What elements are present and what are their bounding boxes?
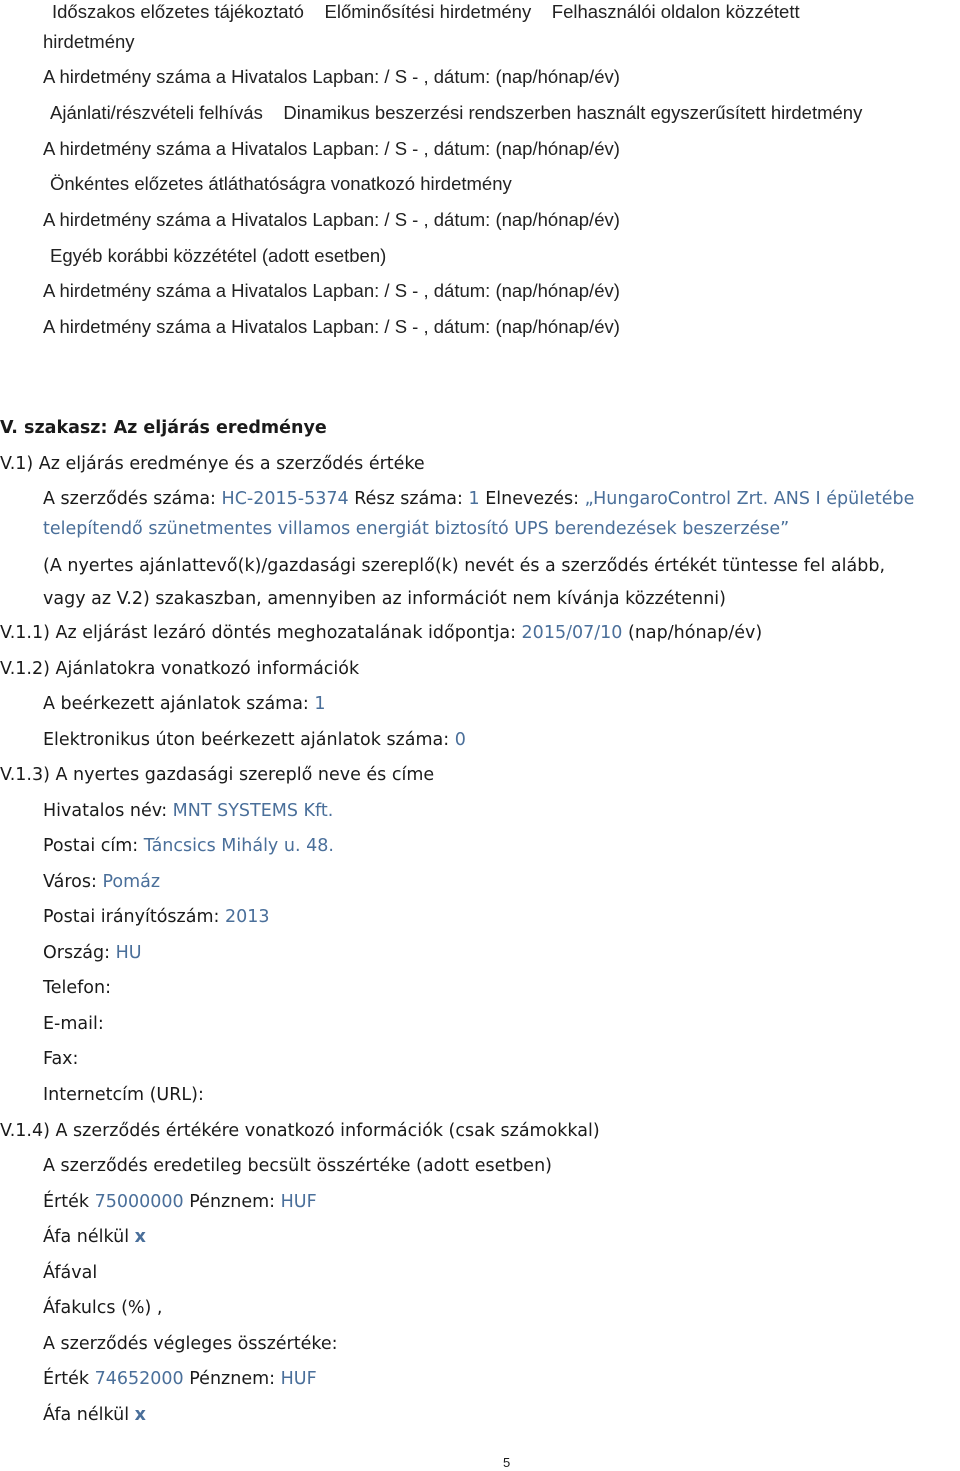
offers-row bbox=[43, 692, 326, 716]
section-title: V. szakasz: Az eljárás eredménye bbox=[0, 418, 327, 438]
decision-date-value: 2015/07/10 bbox=[521, 623, 623, 643]
title-value-cont: telepítendő szünetmentes villamos energiát biztosító UPS berendezések beszerzése” bbox=[43, 519, 790, 539]
final-value-row bbox=[43, 1367, 317, 1391]
notice-dps: Dinamikus beszerzési rendszerben használt egyszerűsített hirdetmény bbox=[283, 102, 863, 123]
offers-label: A beérkezett ajánlatok száma: bbox=[43, 694, 309, 714]
zip-row bbox=[43, 905, 270, 929]
vat-rate-label: Áfakulcs (%) , bbox=[43, 1298, 163, 1318]
estimated-value: 75000000 bbox=[94, 1192, 184, 1212]
vat-excluded-label: Áfa nélkül bbox=[43, 1405, 130, 1425]
postal-address-value: Táncsics Mihály u. 48. bbox=[143, 836, 334, 856]
subsection-v1: V.1) Az eljárás eredménye és a szerződés értéke bbox=[0, 454, 425, 474]
final-value: 74652000 bbox=[94, 1369, 184, 1389]
eoffers-value: 0 bbox=[454, 730, 466, 750]
vat-excluded-row bbox=[43, 1225, 146, 1249]
email-label: E-mail: bbox=[43, 1014, 104, 1034]
notice-other: Egyéb korábbi közzététel (adott esetben) bbox=[50, 245, 387, 266]
part-number-label: Rész száma: bbox=[354, 489, 463, 509]
official-name-row bbox=[43, 799, 333, 823]
vat-excluded-mark: x bbox=[134, 1227, 146, 1247]
estimated-value-row bbox=[43, 1190, 317, 1214]
zip-value: 2013 bbox=[224, 907, 270, 927]
city-row bbox=[43, 870, 160, 894]
vat-excluded-row-final bbox=[43, 1403, 146, 1427]
notice-type-row bbox=[52, 0, 800, 24]
notice-buyer-profile: Felhasználói oldalon közzétett bbox=[551, 1, 800, 22]
vat-excluded-label: Áfa nélkül bbox=[43, 1227, 130, 1247]
official-name-value: MNT SYSTEMS Kft. bbox=[172, 801, 334, 821]
reference-line: A hirdetmény száma a Hivatalos Lapban: / S - , dátum: (nap/hónap/év) bbox=[43, 280, 620, 301]
postal-address-row bbox=[43, 834, 334, 858]
url-label: Internetcím (URL): bbox=[43, 1085, 204, 1105]
note-line: (A nyertes ajánlattevő(k)/gazdasági szereplő(k) nevét és a szerződés értékét tüntesse fel alább, bbox=[43, 556, 886, 576]
currency-value: HUF bbox=[280, 1192, 317, 1212]
subsection-v13: V.1.3) A nyertes gazdasági szereplő neve és címe bbox=[0, 765, 435, 785]
reference-line: A hirdetmény száma a Hivatalos Lapban: / S - , dátum: (nap/hónap/év) bbox=[43, 316, 620, 337]
eoffers-label: Elektronikus úton beérkezett ajánlatok száma: bbox=[43, 730, 450, 750]
subsection-v14: V.1.4) A szerződés értékére vonatkozó információk (csak számokkal) bbox=[0, 1121, 600, 1141]
contract-row bbox=[43, 487, 914, 511]
zip-label: Postai irányítószám: bbox=[43, 907, 220, 927]
part-number-value: 1 bbox=[468, 489, 480, 509]
title-value: „HungaroControl Zrt. ANS I épületébe bbox=[584, 489, 915, 509]
fax-label: Fax: bbox=[43, 1049, 79, 1069]
currency-value: HUF bbox=[280, 1369, 317, 1389]
contract-number-value: HC-2015-5374 bbox=[221, 489, 349, 509]
decision-date-row bbox=[0, 621, 762, 645]
reference-line: A hirdetmény száma a Hivatalos Lapban: / S - , dátum: (nap/hónap/év) bbox=[43, 66, 620, 87]
notice-call: Ajánlati/részvételi felhívás bbox=[50, 102, 263, 123]
city-value: Pomáz bbox=[102, 872, 161, 892]
country-row bbox=[43, 941, 142, 965]
vat-excluded-mark: x bbox=[134, 1405, 146, 1425]
phone-label: Telefon: bbox=[43, 978, 111, 998]
value-label: Érték bbox=[43, 1369, 90, 1389]
offers-value: 1 bbox=[314, 694, 326, 714]
value-label: Érték bbox=[43, 1192, 90, 1212]
eoffers-row bbox=[43, 728, 466, 752]
subsection-v12: V.1.2) Ajánlatokra vonatkozó információk bbox=[0, 659, 360, 679]
decision-date-label: V.1.1) Az eljárást lezáró döntés meghozatalának időpontja: bbox=[0, 623, 516, 643]
reference-line: A hirdetmény száma a Hivatalos Lapban: / S - , dátum: (nap/hónap/év) bbox=[43, 209, 620, 230]
notice-type-row-2 bbox=[50, 101, 862, 125]
city-label: Város: bbox=[43, 872, 97, 892]
currency-label: Pénznem: bbox=[189, 1192, 276, 1212]
note-line-cont: vagy az V.2) szakaszban, amennyiben az információt nem kívánja közzétenni) bbox=[43, 589, 726, 609]
vat-included-label: Áfával bbox=[43, 1263, 98, 1283]
date-format-hint: (nap/hónap/év) bbox=[628, 623, 763, 643]
notice-buyer-profile-cont: hirdetmény bbox=[43, 31, 135, 52]
postal-address-label: Postai cím: bbox=[43, 836, 139, 856]
page-number: 5 bbox=[503, 1455, 511, 1470]
country-value: HU bbox=[115, 943, 142, 963]
contract-number-label: A szerződés száma: bbox=[43, 489, 216, 509]
notice-prequal: Előminősítési hirdetmény bbox=[324, 1, 532, 22]
reference-line: A hirdetmény száma a Hivatalos Lapban: / S - , dátum: (nap/hónap/év) bbox=[43, 138, 620, 159]
official-name-label: Hivatalos név: bbox=[43, 801, 168, 821]
estimated-value-heading: A szerződés eredetileg becsült összértéke (adott esetben) bbox=[43, 1156, 552, 1176]
final-value-heading: A szerződés végleges összértéke: bbox=[43, 1334, 338, 1354]
country-label: Ország: bbox=[43, 943, 111, 963]
currency-label: Pénznem: bbox=[189, 1369, 276, 1389]
title-label: Elnevezés: bbox=[485, 489, 580, 509]
notice-voluntary: Önkéntes előzetes átláthatóságra vonatkozó hirdetmény bbox=[50, 173, 512, 194]
notice-periodic: Időszakos előzetes tájékoztató bbox=[52, 1, 304, 22]
